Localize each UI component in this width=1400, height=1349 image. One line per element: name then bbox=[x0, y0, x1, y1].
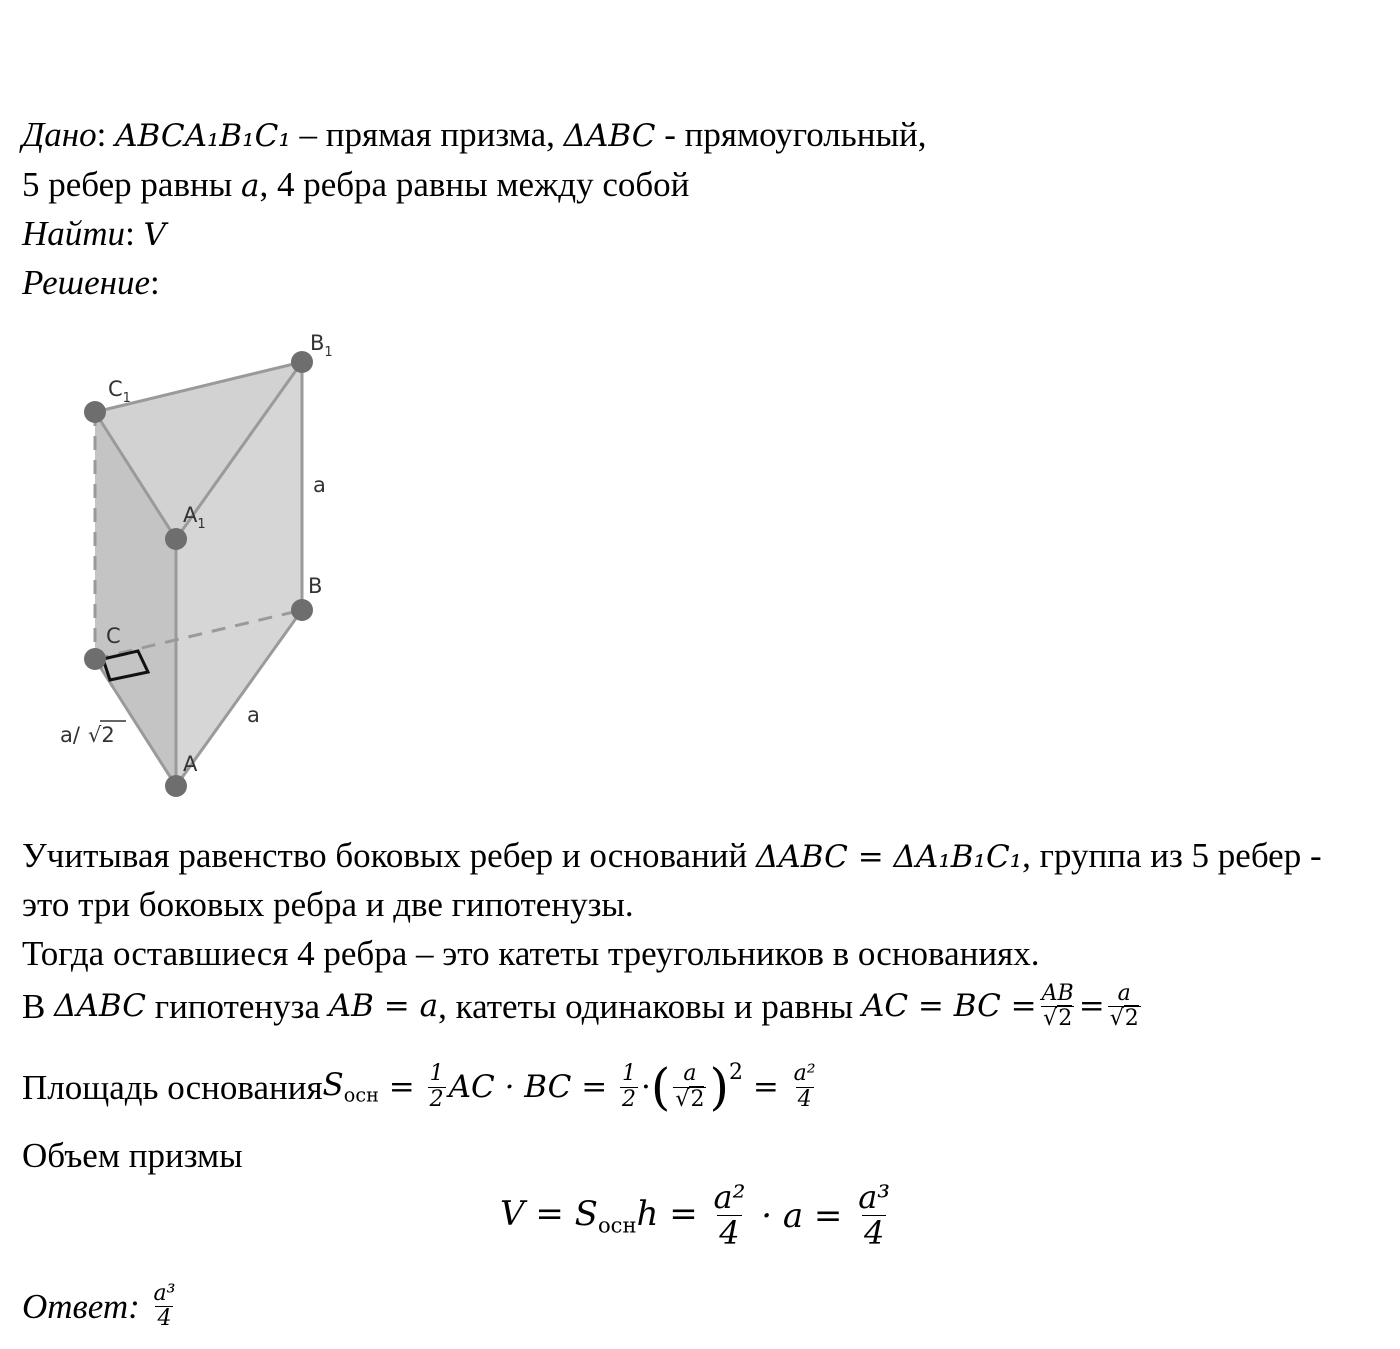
given-text-4: , 4 ребра равны между собой bbox=[259, 165, 690, 204]
prism-figure bbox=[0, 320, 400, 820]
prism-name: ABCA₁B₁C₁ bbox=[115, 118, 291, 154]
p4-equation: AB = a bbox=[328, 988, 439, 1025]
p4-text-b: гипотенуза bbox=[154, 987, 320, 1027]
vertex-a bbox=[165, 775, 187, 797]
find-line: Найти: V bbox=[22, 214, 166, 253]
paragraph-3 bbox=[22, 936, 1039, 971]
edge-label-ac-sqrt: √2 bbox=[88, 723, 115, 747]
label-a1: $A_1$ bbox=[183, 503, 206, 532]
edge-label-ab: a bbox=[247, 703, 260, 727]
p4-text-a: В bbox=[22, 987, 46, 1027]
p1-end: , группа из 5 ребер - bbox=[1022, 836, 1322, 875]
label-b1: $B_1$ bbox=[310, 331, 333, 360]
p4-triangle: ΔABC bbox=[54, 988, 146, 1025]
label-a: A bbox=[183, 752, 198, 776]
given-label: Дано bbox=[22, 115, 97, 154]
label-c: C bbox=[106, 624, 121, 648]
paragraph-6 bbox=[22, 1138, 243, 1173]
answer-label: Ответ: bbox=[22, 1287, 140, 1327]
paragraph-1 bbox=[22, 838, 1322, 873]
solution-label: Решение bbox=[22, 263, 151, 302]
p1-text: Учитывая равенство боковых ребер и оснований bbox=[22, 836, 757, 875]
frac-ab-sqrt2: $\frac{AB}{√2}$ bbox=[1041, 981, 1074, 1032]
p1-equation: ΔABC = ΔA₁B₁C₁ bbox=[756, 839, 1023, 875]
vertex-c bbox=[84, 648, 106, 670]
edge-label-ac: a/ bbox=[60, 723, 80, 747]
p6-text: Объем призмы bbox=[22, 1136, 243, 1175]
paragraph-4: В ΔABC гипотенуза AB = a , катеты одинаковы и равны AC = BC = $\frac{AB}{√2}$ = $\frac{a}{√2}$ bbox=[22, 981, 1139, 1032]
edge-label-bb1: a bbox=[313, 473, 326, 497]
vertex-c1 bbox=[84, 401, 106, 423]
p3-text: Тогда оставшиеся 4 ребра – это катеты треугольников в основаниях. bbox=[22, 934, 1040, 973]
given-text-3: 5 ребер равны bbox=[22, 165, 241, 204]
p2-text: это три боковых ребра и две гипотенузы. bbox=[22, 885, 634, 924]
given-line-1: Дано: ABCA₁B₁C₁ – прямая призма, ΔABC - прямоугольный, bbox=[22, 115, 927, 154]
given-line-2 bbox=[22, 167, 689, 202]
triangle-abc: ΔABC bbox=[563, 118, 656, 154]
p4-equation-2: AC = BC = bbox=[861, 988, 1037, 1025]
label-b: B bbox=[308, 574, 323, 598]
label-c1: $C_1$ bbox=[108, 377, 131, 406]
vertex-a1 bbox=[165, 528, 187, 550]
answer-value: $\frac{\text{a³}}{4}$ bbox=[153, 1281, 176, 1332]
find-label: Найти bbox=[22, 214, 126, 253]
paragraph-5: Площадь основания $S_{осн}$ = $\frac{1}{2}$ AC · BC = $\frac{1}{2}$ · ( $\frac{a}{√2}$ ) 2 = $\frac{\text{a²}}{4}$ bbox=[22, 1058, 816, 1116]
p5-text: Площадь основания bbox=[22, 1067, 323, 1107]
frac-a-sqrt2: $\frac{a}{√2}$ bbox=[1109, 981, 1139, 1032]
paragraph-2 bbox=[22, 887, 634, 922]
volume-formula: $V = S_{осн}h$ = $\frac{\text{a²}}{4}$ · a = $\frac{\text{a³}}{4}$ bbox=[500, 1178, 891, 1253]
given-text-1: – прямая призма, bbox=[290, 115, 564, 154]
area-formula: $S_{осн}$ bbox=[322, 1066, 379, 1107]
given-text-2: - прямоугольный, bbox=[655, 115, 927, 154]
solution-line: Решение: bbox=[22, 263, 160, 302]
answer-line bbox=[22, 1282, 180, 1331]
var-a: a bbox=[240, 168, 260, 204]
vertex-b bbox=[291, 599, 313, 621]
p4-text-c: , катеты одинаковы и равны bbox=[438, 987, 854, 1027]
find-value: V bbox=[143, 217, 166, 253]
